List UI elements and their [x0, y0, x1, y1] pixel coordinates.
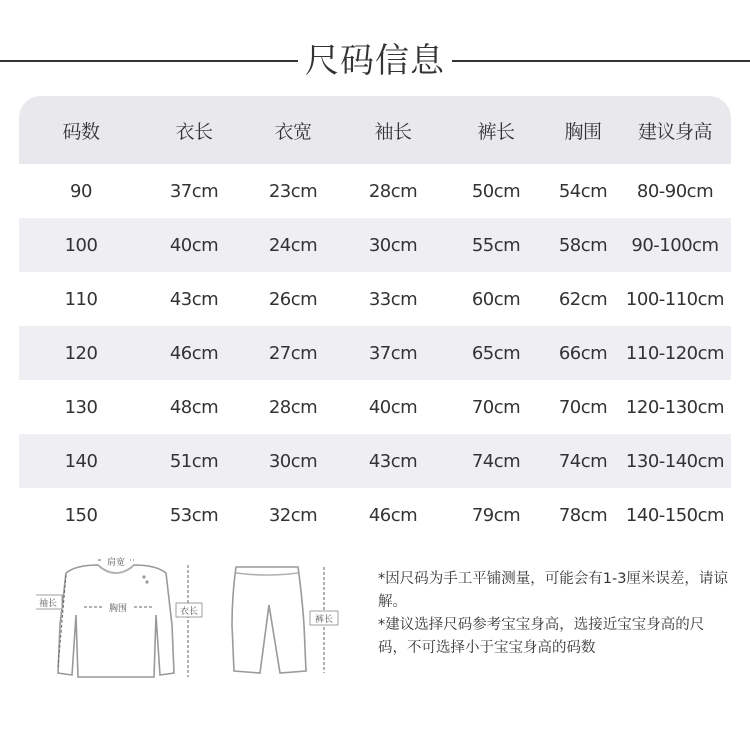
header-height: 建议身高 [637, 120, 712, 143]
header-size: 码数 [62, 120, 100, 143]
cell-size: 130 [64, 396, 98, 418]
cell-pants: 60cm [471, 288, 521, 310]
cell-pants: 74cm [471, 450, 521, 472]
cell-width: 32cm [268, 504, 318, 526]
cell-sleeve: 43cm [368, 450, 418, 472]
cell-height: 100-110cm [625, 288, 725, 310]
shirt-sleeve-label: 袖长 [38, 599, 58, 609]
cell-width: 23cm [268, 180, 318, 202]
cell-size: 110 [64, 288, 98, 310]
shirt-chest-label: 胸围 [108, 604, 128, 614]
cell-chest: 74cm [558, 450, 608, 472]
cell-chest: 66cm [558, 342, 608, 364]
cell-height: 90-100cm [631, 234, 719, 256]
cell-height: 130-140cm [625, 450, 725, 472]
cell-height: 140-150cm [625, 504, 725, 526]
cell-width: 30cm [268, 450, 318, 472]
size-notes [378, 568, 730, 660]
shirt-outline-icon [58, 565, 174, 677]
cell-height: 110-120cm [625, 342, 725, 364]
cell-width: 26cm [268, 288, 318, 310]
table-row [19, 218, 731, 272]
table-row [19, 164, 731, 218]
cell-chest: 78cm [558, 504, 608, 526]
table-row [19, 434, 731, 488]
measurement-diagram-svg [36, 555, 346, 690]
cell-pants: 55cm [471, 234, 521, 256]
header-length: 衣长 [175, 120, 213, 143]
measurement-diagram [36, 555, 346, 690]
note-measurement: *因尺码为手工平铺测量，可能会有1-3厘米误差，请谅解。 [378, 571, 728, 610]
cell-size: 90 [70, 180, 92, 202]
cell-height: 120-130cm [625, 396, 725, 418]
table-row [19, 326, 731, 380]
cell-length: 51cm [169, 450, 219, 472]
cell-length: 37cm [169, 180, 219, 202]
shirt-length-label: 衣长 [179, 607, 199, 617]
cell-chest: 58cm [558, 234, 608, 256]
shirt-shoulder-label: 肩宽 [106, 558, 126, 568]
cell-size: 100 [64, 234, 98, 256]
cell-size: 150 [64, 504, 98, 526]
cell-height: 80-90cm [636, 180, 714, 202]
cell-chest: 70cm [558, 396, 608, 418]
page-title: 尺码信息 [305, 41, 445, 81]
cell-length: 53cm [169, 504, 219, 526]
size-table [19, 96, 731, 542]
title-divider-left [0, 60, 298, 62]
cell-length: 48cm [169, 396, 219, 418]
cell-pants: 79cm [471, 504, 521, 526]
cell-length: 40cm [169, 234, 219, 256]
cell-sleeve: 33cm [368, 288, 418, 310]
cell-width: 28cm [268, 396, 318, 418]
cell-length: 46cm [169, 342, 219, 364]
cell-chest: 62cm [558, 288, 608, 310]
pants-length-label: 裤长 [314, 615, 334, 625]
cell-sleeve: 37cm [368, 342, 418, 364]
pants-outline-icon [232, 567, 306, 673]
cell-width: 24cm [268, 234, 318, 256]
table-row [19, 380, 731, 434]
note-recommendation: *建议选择尺码参考宝宝身高，选接近宝宝身高的尺码，不可选择小于宝宝身高的码数 [378, 617, 705, 656]
cell-size: 140 [64, 450, 98, 472]
header-width: 衣宽 [274, 120, 312, 143]
table-header-row [19, 96, 731, 164]
cell-length: 43cm [169, 288, 219, 310]
title-row [0, 38, 750, 84]
cell-sleeve: 46cm [368, 504, 418, 526]
header-pants: 裤长 [477, 120, 515, 143]
cell-width: 27cm [268, 342, 318, 364]
header-chest: 胸围 [564, 120, 602, 143]
table-row [19, 272, 731, 326]
cell-pants: 70cm [471, 396, 521, 418]
cell-sleeve: 40cm [368, 396, 418, 418]
cell-size: 120 [64, 342, 98, 364]
cell-pants: 50cm [471, 180, 521, 202]
cell-pants: 65cm [471, 342, 521, 364]
title-divider-right [452, 60, 750, 62]
cell-sleeve: 30cm [368, 234, 418, 256]
cell-chest: 54cm [558, 180, 608, 202]
header-sleeve: 袖长 [374, 120, 412, 143]
table-row [19, 488, 731, 542]
cell-sleeve: 28cm [368, 180, 418, 202]
